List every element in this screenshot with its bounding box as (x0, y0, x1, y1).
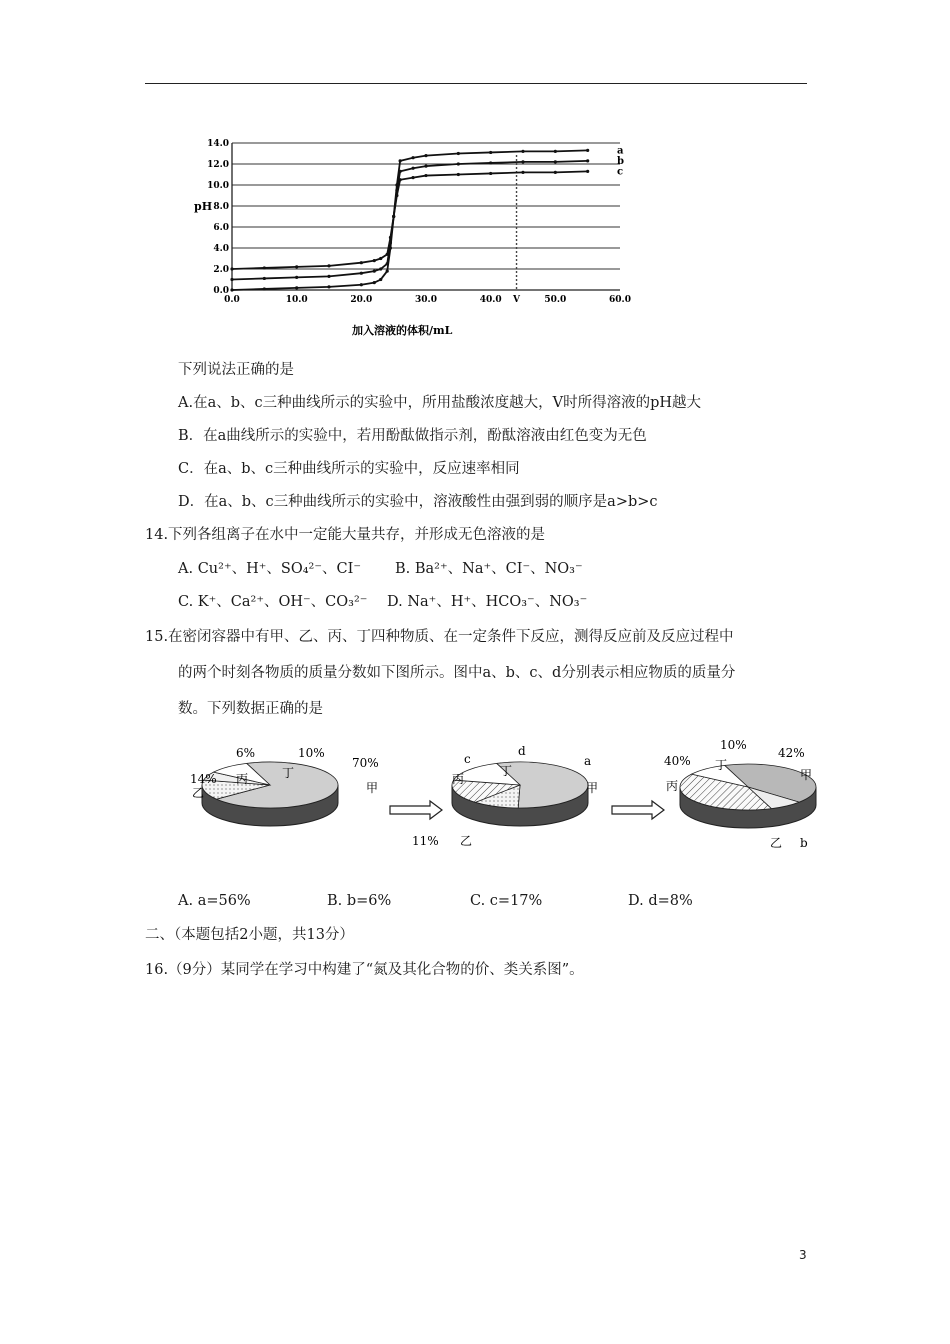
curve-c-point (389, 236, 392, 239)
curve-b-point (327, 275, 330, 278)
curve-b-point (554, 160, 557, 163)
curve-a-point (386, 270, 389, 273)
pie1-yi-name: 乙 (192, 786, 205, 800)
curve-c-point (424, 174, 427, 177)
pie1-ding-name: 丁 (282, 766, 295, 780)
curve-a-point (360, 283, 363, 286)
curve-a-point (457, 152, 460, 155)
q15-line2: 的两个时刻各物质的质量分数如下图所示。图中a、b、c、d分别表示相应物质的质量分 (178, 665, 736, 681)
curve-c-point (489, 172, 492, 175)
q13-stem: 下列说法正确的是 (178, 362, 294, 378)
curve-c-point (379, 257, 382, 260)
pie2-jia-name: 甲 (586, 781, 599, 795)
curve-c-point (392, 215, 395, 218)
y-tick-label: 4.0 (213, 244, 229, 254)
curve-a-point (373, 281, 376, 284)
section-2-heading: 二、（本题包括2小题，共13分） (145, 927, 354, 943)
curve-a-point (230, 288, 233, 291)
curve-c-point (327, 264, 330, 267)
pie2-bing-name: 丙 (452, 772, 465, 786)
y-tick-label: 6.0 (213, 223, 229, 233)
pie1-jia-value: 70% (352, 756, 379, 770)
curve-c-point (586, 170, 589, 173)
curve-a-point (424, 154, 427, 157)
curve-b-point (230, 278, 233, 281)
curve-c-point (399, 178, 402, 181)
q15-line3: 数。下列数据正确的是 (178, 701, 323, 717)
pie3-bing-value: 40% (664, 754, 691, 768)
pie3-ding-name: 丁 (715, 758, 728, 772)
curve-c-point (554, 171, 557, 174)
pie3-jia-name: 甲 (800, 768, 813, 782)
q14-option-a: A. Cu²⁺、H⁺、SO₄²⁻、CI⁻ (178, 561, 361, 577)
header-rule (145, 83, 807, 84)
ph-titration-chart (180, 125, 640, 340)
arrow-2 (612, 801, 664, 819)
curve-c-point (457, 173, 460, 176)
curve-b-point (295, 276, 298, 279)
pie2-ding-name: 丁 (500, 764, 513, 778)
curve-c-point (360, 261, 363, 264)
y-tick-label: 10.0 (207, 181, 229, 191)
curve-a-point (411, 156, 414, 159)
pie3-yi-name: 乙 (770, 836, 783, 850)
pie2-jia-value: a (584, 754, 592, 768)
pie3-ding-value: 10% (720, 738, 747, 752)
y-tick-label: 0.0 (213, 286, 229, 296)
q16-stem: 16.（9分）某同学在学习中构建了“氮及其化合物的价、类关系图”。 (145, 962, 584, 978)
pie2-bing-value: c (464, 752, 471, 766)
y-tick-label: 14.0 (207, 139, 229, 149)
q15-line1: 15.在密闭容器中有甲、乙、丙、丁四种物质、在一定条件下反应，测得反应前及反应过程中 (145, 629, 734, 645)
curve-a-point (399, 159, 402, 162)
curve-b-point (424, 165, 427, 168)
q14-option-d: D. Na⁺、H⁺、HCO₃⁻、NO₃⁻ (387, 594, 588, 610)
curve-b-point (263, 277, 266, 280)
y-axis-label: pH (194, 200, 213, 213)
pie2-yi-value: 11% (412, 834, 439, 848)
x-tick-label: 50.0 (544, 295, 567, 305)
x-tick-label: 30.0 (415, 295, 437, 305)
curve-a-point (327, 285, 330, 288)
curve-a-point (295, 286, 298, 289)
curve-a-point (521, 150, 524, 153)
curve-b-point (457, 162, 460, 165)
x-tick-label: 10.0 (285, 295, 308, 305)
curve-a-point (263, 287, 266, 290)
x-tick-label: V (513, 295, 521, 305)
pie-2 (452, 762, 588, 826)
pie3-yi-value: b (800, 836, 808, 850)
pie3-jia-value: 42% (778, 746, 805, 760)
pie1-ding-value: 10% (298, 746, 325, 760)
q13-option-d: D．在a、b、c三种曲线所示的实验中，溶液酸性由强到弱的顺序是a>b>c (178, 494, 658, 510)
y-tick-label: 8.0 (213, 202, 229, 212)
curve-b-point (521, 160, 524, 163)
curve-c-point (411, 176, 414, 179)
x-tick-label: 20.0 (350, 295, 373, 305)
curve-c-point (386, 253, 389, 256)
curve-b-point (586, 159, 589, 162)
mass-fraction-pie-charts (180, 735, 830, 860)
pie1-bing-name: 丙 (236, 772, 249, 786)
curve-c-point (395, 194, 398, 197)
pie-1 (202, 762, 338, 826)
q13-option-a: A.在a、b、c三种曲线所示的实验中，所用盐酸浓度越大，V时所得溶液的pH越大 (178, 395, 702, 411)
x-tick-label: 40.0 (479, 295, 502, 305)
curve-a-point (586, 149, 589, 152)
curve-c (232, 171, 588, 269)
y-tick-label: 12.0 (207, 160, 229, 170)
curve-b-point (379, 267, 382, 270)
curve-a-point (554, 150, 557, 153)
pie3-bing-name: 丙 (666, 779, 679, 793)
curve-b-point (386, 262, 389, 265)
q15-option-b: B. b=6% (327, 893, 392, 909)
curve-b-point (489, 161, 492, 164)
curve-a-point (379, 278, 382, 281)
curve-c-point (295, 265, 298, 268)
y-tick-label: 2.0 (213, 265, 229, 275)
x-tick-label: 0.0 (224, 295, 240, 305)
q15-option-a: A. a=56% (178, 893, 251, 909)
curve-b-point (360, 272, 363, 275)
pie1-yi-value: 14% (190, 772, 217, 786)
curve-label-c: c (617, 166, 624, 178)
pie2-yi-name: 乙 (460, 834, 473, 848)
page-number: 3 (799, 1248, 807, 1262)
pie1-bing-value: 6% (236, 746, 256, 760)
curve-b-point (373, 270, 376, 273)
curve-b-point (411, 167, 414, 170)
curve-c-point (373, 259, 376, 262)
arrow-1 (390, 801, 442, 819)
pie1-jia-name: 甲 (366, 781, 379, 795)
curve-a-point (489, 151, 492, 154)
pie-3 (680, 764, 816, 828)
curve-label-b: b (617, 155, 624, 167)
q13-option-c: C．在a、b、c三种曲线所示的实验中，反应速率相同 (178, 461, 520, 477)
curve-b-point (399, 170, 402, 173)
pie2-ding-value: d (518, 744, 526, 758)
curve-c-point (230, 267, 233, 270)
curve-label-a: a (617, 145, 624, 157)
q14-option-c: C. K⁺、Ca²⁺、OH⁻、CO₃²⁻ (178, 594, 368, 610)
q14-option-b: B. Ba²⁺、Na⁺、CI⁻、NO₃⁻ (395, 561, 583, 577)
curve-c-point (521, 171, 524, 174)
x-tick-label: 60.0 (609, 295, 631, 305)
q13-option-b: B．在a曲线所示的实验中，若用酚酞做指示剂，酚酞溶液由红色变为无色 (178, 428, 647, 444)
q15-option-c: C. c=17% (470, 893, 543, 909)
q15-option-d: D. d=8% (628, 893, 693, 909)
curve-c-point (263, 266, 266, 269)
x-axis-label: 加入溶液的体积/mL (352, 324, 453, 337)
q14-stem: 14.下列各组离子在水中一定能大量共存，并形成无色溶液的是 (145, 527, 546, 543)
